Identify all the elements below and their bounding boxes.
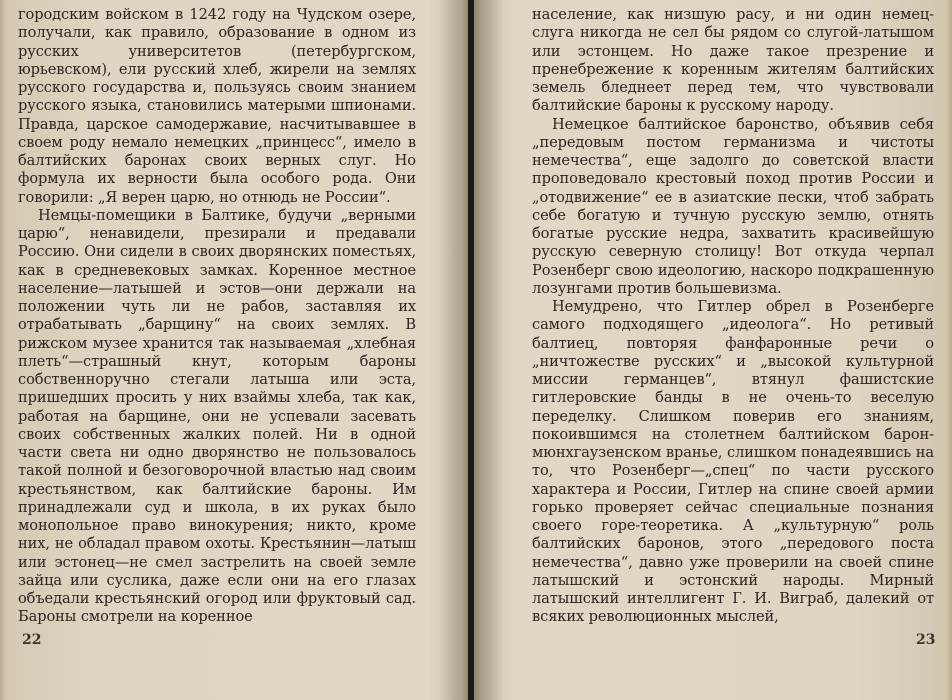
left-page-text [18, 6, 416, 627]
paragraph: Немецкое балтийское баронство, объявив себя „передовым постом германизма и чистоты немечества“, еще задолго до советской власти проповедовало крестовый поход против России и „отодвижение“ ее в азиатские пески, чтоб забрать себе богатую и тучную русскую землю, отнять богатые русские недра, захватить красивейшую русскую северную столицу! Вот откуда черпал Розенберг свою идеологию, наскоро подкрашенную лозунгами против большевизма. [532, 115, 934, 297]
page-edge-left [0, 0, 6, 700]
paragraph: население, как низшую расу, и ни один немец-слуга никогда не сел бы рядом со слугой-латышом или эстонцем. Но даже такое презрение и пренебрежение к коренным жителям балтийских земель бледнеет перед тем, что чувствовали балтийские бароны к русскому народу. [532, 6, 934, 115]
right-page-text [532, 6, 934, 627]
paragraph: Немцы-помещики в Балтике, будучи „верными царю“, ненавидели, презирали и предавали Россию. Они сидели в своих дворянских поместьях, как в средневековых замках. Коренное местное население—латышей и эстов—они держали на положении чуть ли не рабов, заставляя их отрабатывать „барщину“ на своих землях. В рижском музее хранится так называемая „хлебная плеть“—страшный кнут, которым бароны собственноручно стегали латыша или эста, пришедших просить у них взаймы хлеба, так как, работая на барщине, они не успевали засевать своих собственных жалких полей. Ни в одной части света ни одно дворянство не пользовалось такой полной и безоговорочной властью над своим крестьянством, как балтийские бароны. Им принадлежали суд и школа, в их руках было монопольное право винокурения; никто, кроме них, не обладал правом охоты. Крестьянин—латыш или эстонец—не смел застрелить на своей земле зайца или суслика, даже если они на его глазах объедали крестьянский огород или фруктовый сад. Бароны смотрели на коренное [18, 206, 416, 626]
page-number-left: 22 [22, 632, 42, 648]
paragraph: городским войском в 1242 году на Чудском озере, получали, как правило, образование в одном из русских университетов (петербургском, юрьевском), ели русский хлеб, жирели на землях русского государства и, пользуясь своим знанием русского языка, становились матерыми шпионами. Правда, царское самодержавие, насчитывавшее в своем роду немало немецких „принцесс“, имело в балтийских баронах своих верных слуг. Но формула их верности была особого рода. Они говорили: „Я верен царю, но отнюдь не России“. [18, 6, 416, 206]
page-number-right: 23 [916, 632, 936, 648]
gutter-shadow-right [474, 0, 504, 700]
page-edge-right [946, 0, 952, 700]
gutter-shadow-left [440, 0, 468, 700]
paragraph: Немудрено, что Гитлер обрел в Розенберге самого подходящего „идеолога“. Но ретивый балтиец, повторяя фанфаронные речи о „ничтожестве русских“ и „высокой культурной миссии германцев“, втянул фашистские гитлеровские банды в не очень-то веселую переделку. Слишком поверив его знаниям, покоившимся на столетнем балтийском барон-мюнхгаузенском вранье, слишком понадеявшись на то, что Розенберг—„спец“ по части русского характера и России, Гитлер на спине своей армии горько проверяет сейчас специальные познания своего горе-теоретика. А „культурную“ роль балтийских баронов, этого „передового поста немечества“, давно уже проверили на своей спине латышский и эстонский народы. Мирный латышский интеллигент Г. И. Виграб, далекий от всяких революционных мыслей, [532, 298, 934, 626]
